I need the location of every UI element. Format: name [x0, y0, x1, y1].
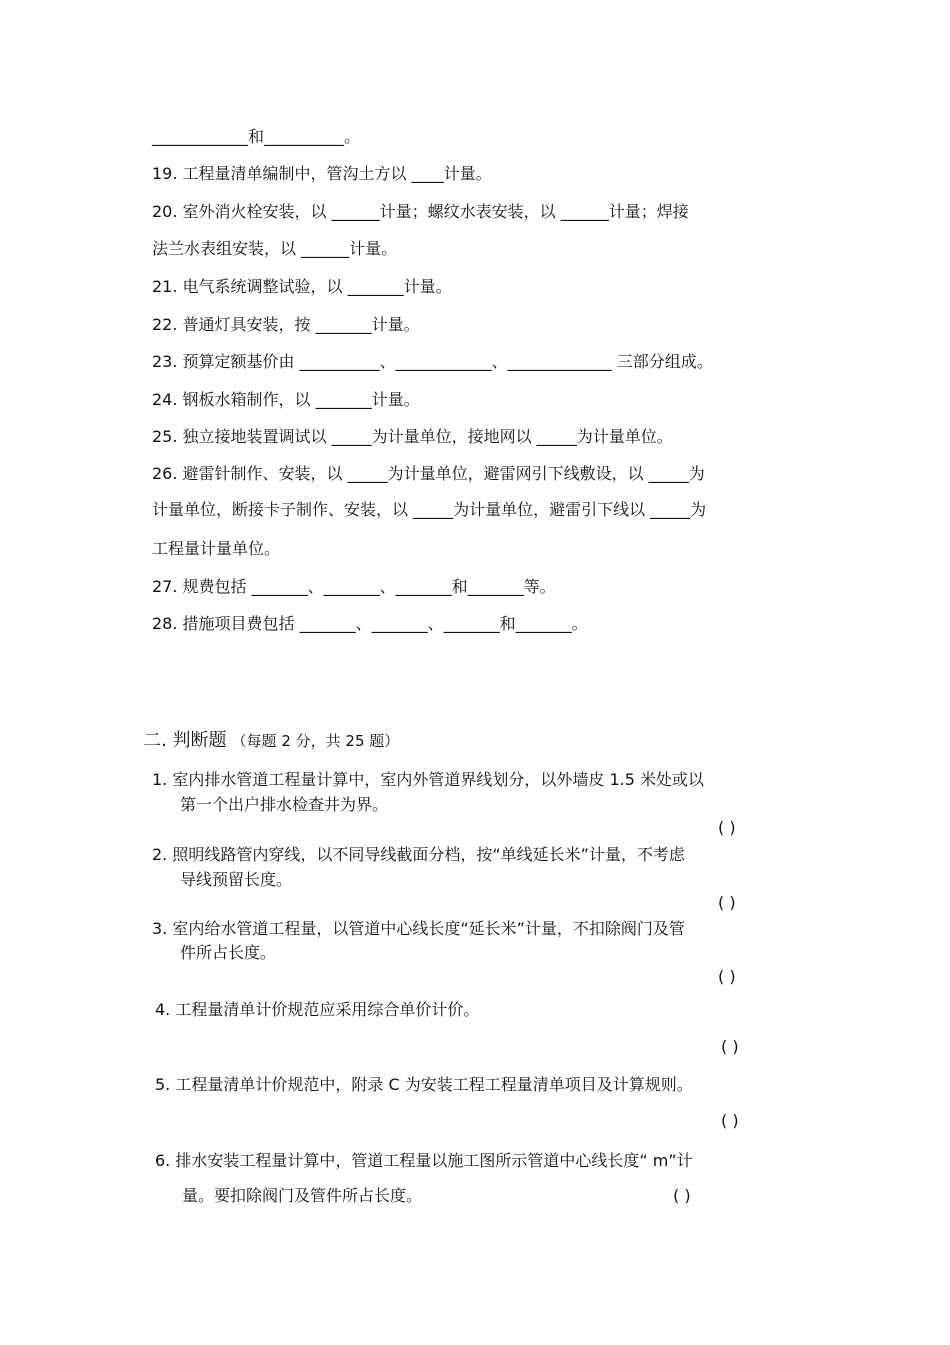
answer-paren-4[interactable]: ( )	[721, 1037, 739, 1056]
tf-question-4: 4. 工程量清单计价规范应采用综合单价计价。	[155, 1000, 480, 1019]
section-2-note: （每题 2 分，共 25 题）	[231, 732, 400, 750]
tf-question-6-line2: 量。要扣除阀门及管件所占长度。	[182, 1186, 423, 1205]
section-2-title: 二. 判断题	[143, 730, 227, 751]
fill-line-28: 28. 措施项目费包括 _______、_______、_______和_______。	[152, 614, 588, 633]
answer-paren-1[interactable]: ( )	[718, 818, 736, 837]
answer-paren-5[interactable]: ( )	[721, 1111, 739, 1130]
fill-line-23: 23. 预算定额基价由 __________、____________、_____________ 三部分组成。	[152, 352, 713, 371]
tf-question-3-line2: 件所占长度。	[180, 943, 277, 962]
tf-question-6-line1: 6. 排水安装工程量计算中，管道工程量以施工图所示管道中心线长度“ m”计	[155, 1151, 693, 1170]
fill-line-24: 24. 钢板水箱制作，以 _______计量。	[152, 390, 420, 409]
section-2-heading	[143, 731, 399, 751]
fill-line-20b: 法兰水表组安装，以 ______计量。	[152, 239, 398, 258]
answer-paren-6[interactable]: ( )	[673, 1186, 691, 1205]
fill-line-26a: 26. 避雷针制作、安装，以 _____为计量单位，避雷网引下线敷设，以 _____为	[152, 464, 705, 483]
answer-paren-3[interactable]: ( )	[718, 967, 736, 986]
fill-line-27: 27. 规费包括 _______、_______、_______和_______等。	[152, 577, 556, 596]
fill-line-18-cont: ____________和__________。	[152, 127, 361, 146]
tf-question-2-line1: 2. 照明线路管内穿线，以不同导线截面分档，按“单线延长米”计量，不考虑	[152, 845, 685, 864]
fill-line-25: 25. 独立接地装置调试以 _____为计量单位，接地网以 _____为计量单位。	[152, 427, 673, 446]
fill-line-19: 19. 工程量清单编制中，管沟土方以 ____计量。	[152, 164, 492, 183]
fill-line-26c: 工程量计量单位。	[152, 539, 281, 558]
fill-line-20a: 20. 室外消火栓安装，以 ______计量；螺纹水表安装，以 ______计量；焊接	[152, 202, 689, 221]
fill-line-22: 22. 普通灯具安装，按 _______计量。	[152, 315, 420, 334]
tf-question-2-line2: 导线预留长度。	[180, 870, 293, 889]
fill-line-21: 21. 电气系统调整试验，以 _______计量。	[152, 277, 452, 296]
tf-question-5: 5. 工程量清单计价规范中，附录 C 为安装工程工程量清单项目及计算规则。	[155, 1075, 693, 1094]
fill-line-26b: 计量单位，断接卡子制作、安装，以 _____为计量单位，避雷引下线以 _____为	[152, 500, 707, 519]
answer-paren-2[interactable]: ( )	[718, 893, 736, 912]
tf-question-1-line2: 第一个出户排水检查井为界。	[180, 795, 389, 814]
tf-question-3-line1: 3. 室内给水管道工程量，以管道中心线长度“延长米”计量，不扣除阀门及管	[152, 919, 685, 938]
tf-question-1-line1: 1. 室内排水管道工程量计算中，室内外管道界线划分，以外墙皮 1.5 米处或以	[152, 770, 704, 789]
